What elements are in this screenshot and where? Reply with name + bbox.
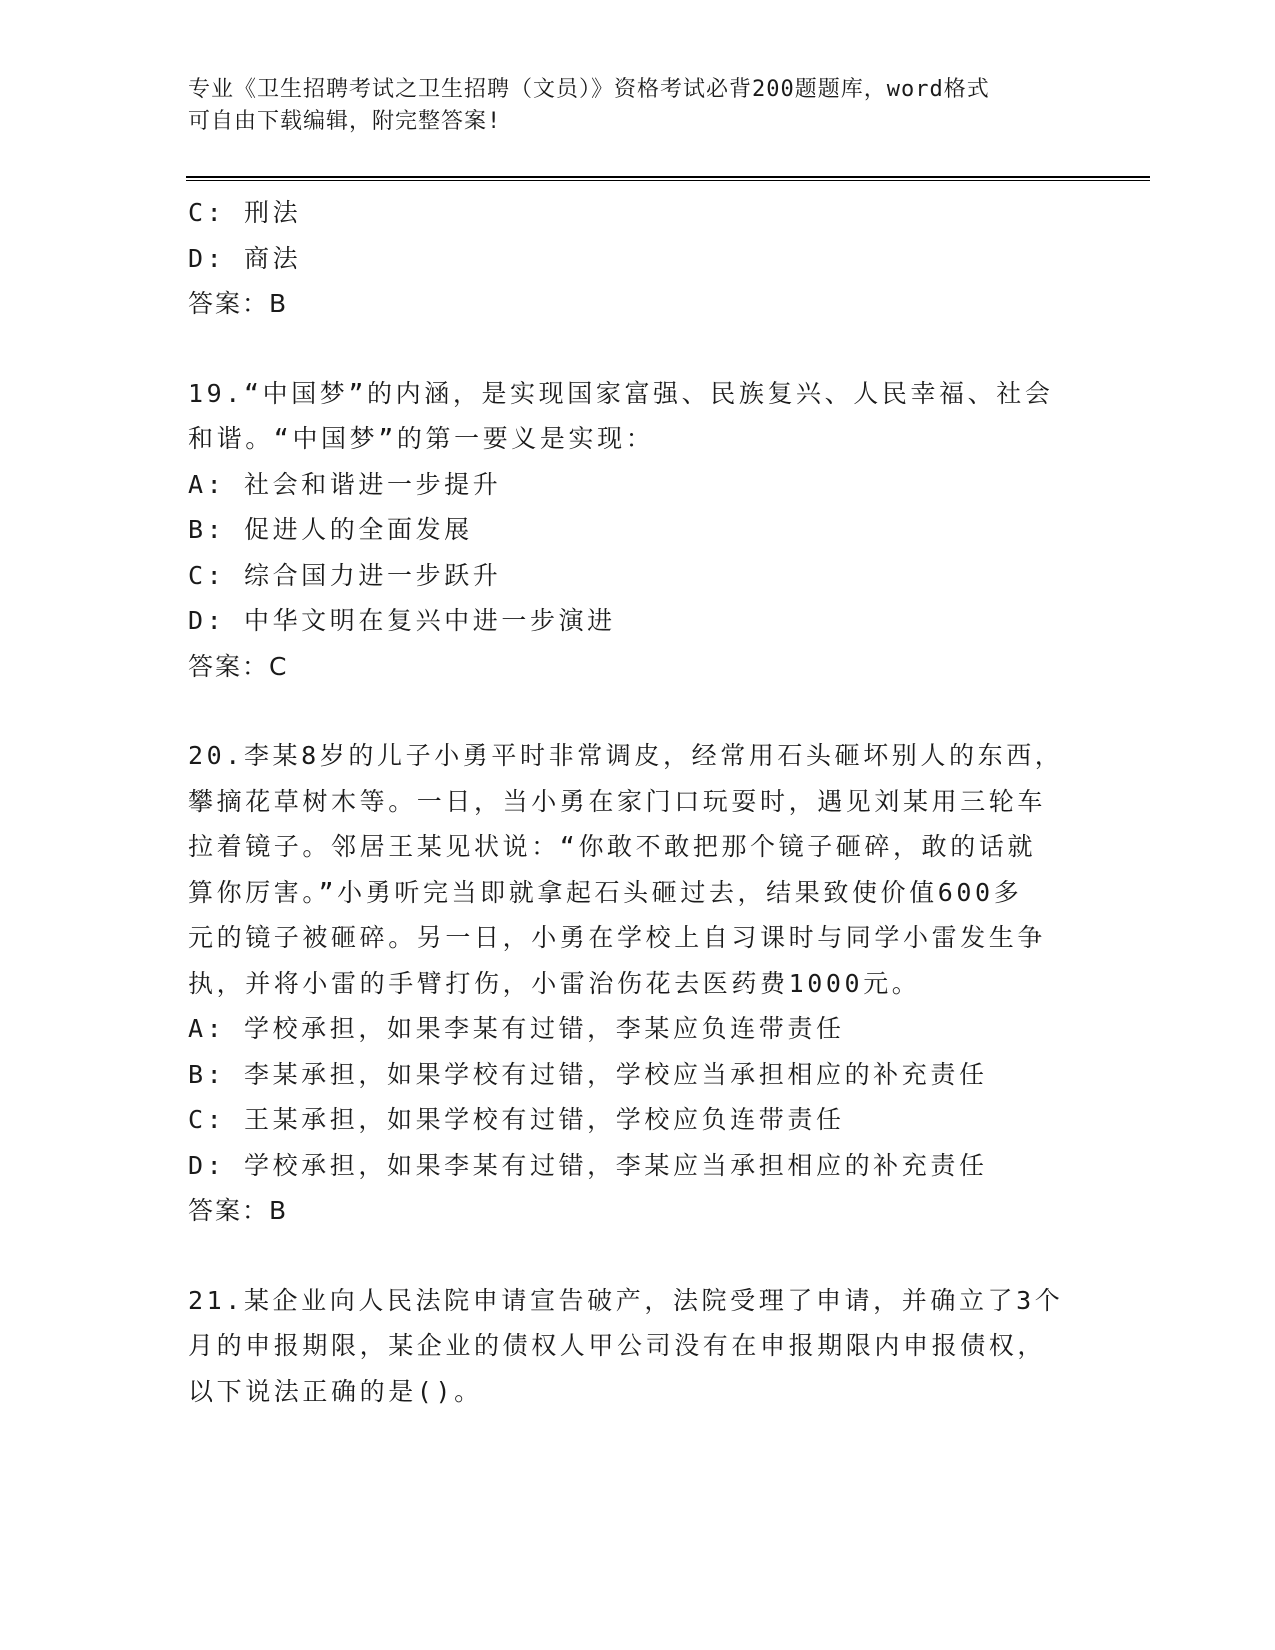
option-b: B: 李某承担，如果学校有过错，学校应当承担相应的补充责任 <box>188 1059 988 1089</box>
question-stem: 拉着镜子。邻居王某见状说：“你敢不敢把那个镜子砸碎，敢的话就 <box>188 832 1037 861</box>
partial-question <box>188 190 1088 327</box>
option-c: C: 刑法 <box>188 198 302 227</box>
question-stem: 21.某企业向人民法院申请宣告破产，法院受理了申请，并确立了3个 <box>188 1285 1064 1315</box>
question-stem: 19.“中国梦”的内涵，是实现国家富强、民族复兴、人民幸福、社会 <box>188 378 1054 408</box>
question-20 <box>188 733 1088 1234</box>
page-header <box>188 74 1088 138</box>
option-d: D: 中华文明在复兴中进一步演进 <box>188 606 616 635</box>
option-c: C: 综合国力进一步跃升 <box>188 560 502 590</box>
question-stem: 攀摘花草树木等。一日，当小勇在家门口玩耍时，遇见刘某用三轮车 <box>188 786 1047 816</box>
question-stem: 算你厉害。”小勇听完当即就拿起石头砸过去，结果致使价值600多 <box>188 877 1023 907</box>
option-a: A: 学校承担，如果李某有过错，李某应负连带责任 <box>188 1014 845 1043</box>
option-c: C: 王某承担，如果学校有过错，学校应负连带责任 <box>188 1105 845 1134</box>
question-stem: 执，并将小雷的手臂打伤，小雷治伤花去医药费1000元。 <box>188 968 921 998</box>
option-b: B: 促进人的全面发展 <box>188 515 473 544</box>
question-21 <box>188 1278 1088 1415</box>
answer-line: 答案：C <box>188 651 289 681</box>
question-content <box>188 190 1088 1414</box>
option-a: A: 社会和谐进一步提升 <box>188 469 502 499</box>
question-stem: 以下说法正确的是()。 <box>188 1376 483 1406</box>
header-line-1: 专业《卫生招聘考试之卫生招聘（文员）》资格考试必背200题题库，word格式 <box>188 77 990 102</box>
option-d: D: 商法 <box>188 243 302 273</box>
answer-line: 答案：B <box>188 289 289 318</box>
question-stem: 月的申报期限，某企业的债权人甲公司没有在申报期限内申报债权， <box>188 1331 1047 1360</box>
header-line-2: 可自由下载编辑，附完整答案! <box>188 109 502 134</box>
question-stem: 20.李某8岁的儿子小勇平时非常调皮，经常用石头砸坏别人的东西， <box>188 741 1064 770</box>
answer-line: 答案：B <box>188 1196 289 1225</box>
question-stem: 元的镜子被砸碎。另一日，小勇在学校上自习课时与同学小雷发生争 <box>188 923 1047 952</box>
option-d: D: 学校承担，如果李某有过错，李某应当承担相应的补充责任 <box>188 1150 988 1180</box>
question-stem: 和谐。“中国梦”的第一要义是实现： <box>188 424 655 453</box>
question-19 <box>188 371 1088 690</box>
header-divider <box>186 176 1150 181</box>
